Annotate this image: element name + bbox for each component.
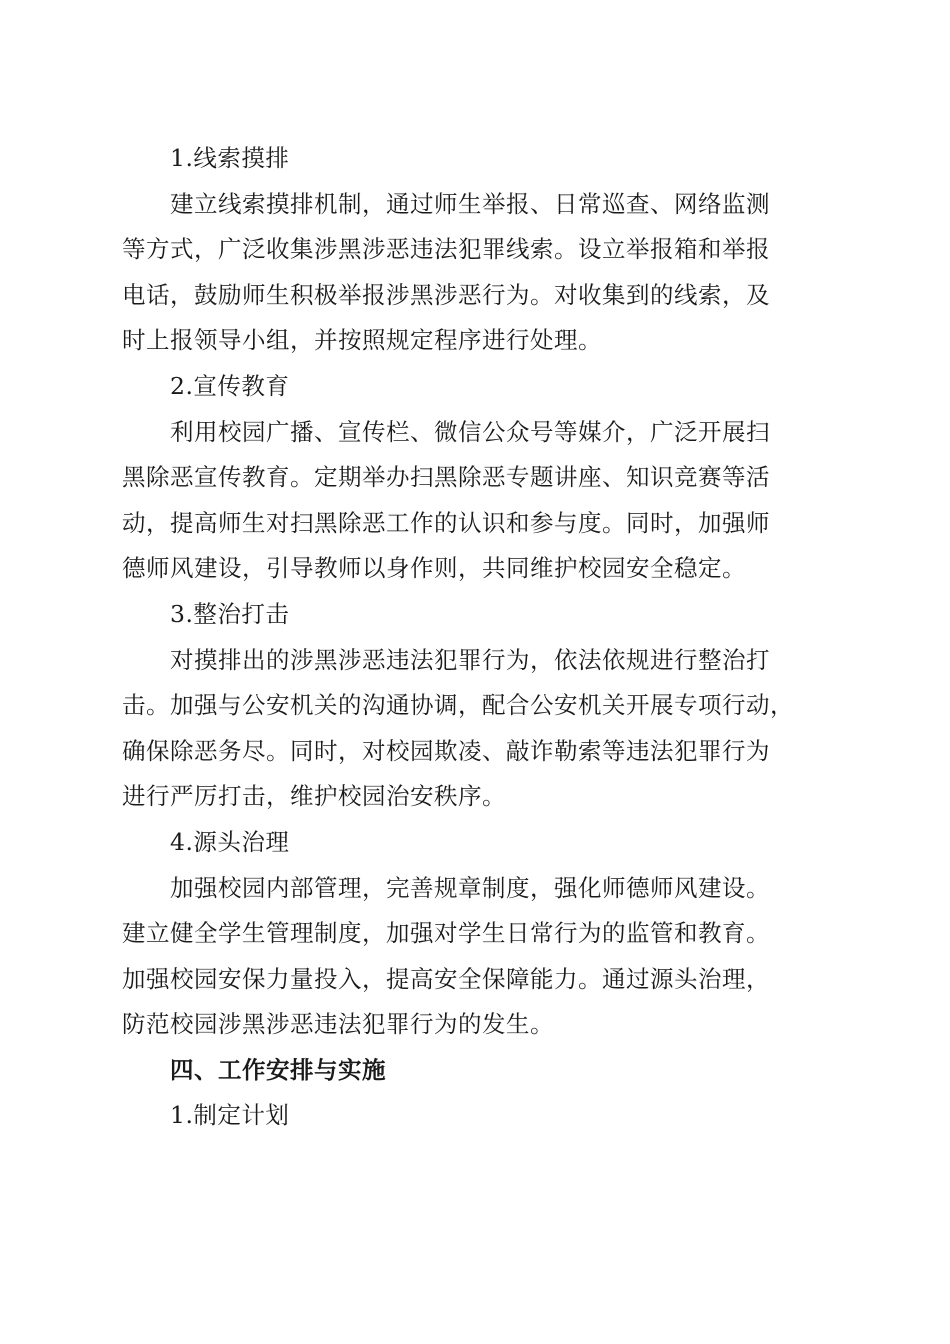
section-title: 1.线索摸排 <box>170 144 290 172</box>
paragraph-line: 黑除恶宣传教育。定期举办扫黑除恶专题讲座、知识竞赛等活 <box>122 463 770 492</box>
chapter-subheading: 1.制定计划 <box>170 1101 290 1130</box>
paragraph-line: 确保除恶务尽。同时，对校园欺凌、敲诈勒索等违法犯罪行为 <box>122 736 770 765</box>
paragraph-line: 电话，鼓励师生积极举报涉黑涉恶行为。对收集到的线索，及 <box>122 280 770 309</box>
section-2 <box>122 364 832 592</box>
section-title: 4.源头治理 <box>170 827 290 856</box>
paragraph-line: 利用校园广播、宣传栏、微信公众号等媒介，广泛开展扫 <box>170 417 770 446</box>
paragraph-line: 防范校园涉黑涉恶违法犯罪行为的发生。 <box>122 1010 554 1039</box>
paragraph-line: 加强校园安保力量投入，提高安全保障能力。通过源头治理， <box>122 964 770 993</box>
paragraph-line: 建立线索摸排机制，通过师生举报、日常巡查、网络监测 <box>170 189 770 218</box>
section-4 <box>122 820 832 1048</box>
paragraph-line: 加强校园内部管理，完善规章制度，强化师德师风建设。 <box>170 873 770 902</box>
paragraph-line: 动，提高师生对扫黑除恶工作的认识和参与度。同时，加强师 <box>122 508 770 537</box>
document-page <box>122 136 832 1139</box>
paragraph-line: 时上报领导小组，并按照规定程序进行处理。 <box>122 326 602 355</box>
chapter-heading: 四、工作安排与实施 <box>170 1055 386 1084</box>
section-title: 3.整治打击 <box>170 599 290 628</box>
paragraph-line: 等方式，广泛收集涉黑涉恶违法犯罪线索。设立举报箱和举报 <box>122 235 770 264</box>
paragraph-line: 进行严厉打击，维护校园治安秩序。 <box>122 782 506 811</box>
section-1 <box>122 136 832 364</box>
section-title: 2.宣传教育 <box>170 371 290 400</box>
paragraph-line: 击。加强与公安机关的沟通协调，配合公安机关开展专项行动， <box>122 691 794 720</box>
paragraph-line: 建立健全学生管理制度，加强对学生日常行为的监管和教育。 <box>122 919 770 948</box>
paragraph-line: 对摸排出的涉黑涉恶违法犯罪行为，依法依规进行整治打 <box>170 645 770 674</box>
paragraph-line: 德师风建设，引导教师以身作则，共同维护校园安全稳定。 <box>122 554 746 583</box>
section-3 <box>122 592 832 820</box>
